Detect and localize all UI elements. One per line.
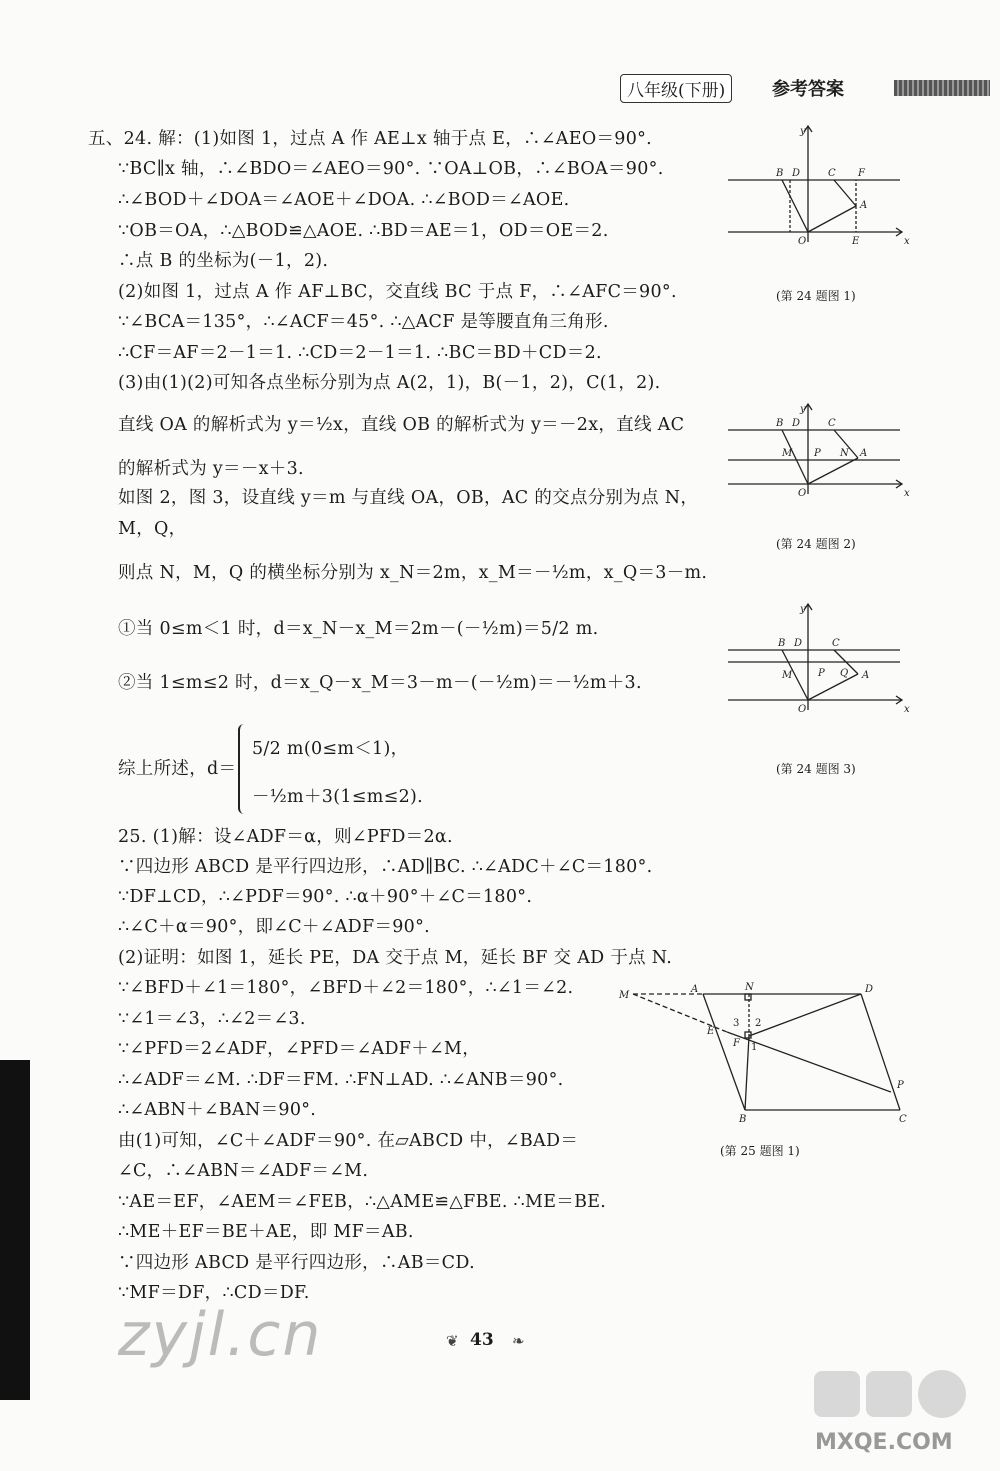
label-a: A: [860, 200, 868, 211]
header-decoration: [894, 80, 990, 96]
label-c: C: [832, 638, 840, 649]
text-line: ∵四边形 ABCD 是平行四边形，∴AD∥BC. ∴∠ADC＋∠C＝180°.: [118, 857, 653, 877]
label-m: M: [782, 670, 793, 681]
label-d: D: [792, 418, 801, 429]
text-line: ∵DF⊥CD，∴∠PDF＝90°. ∴α＋90°＋∠C＝180°.: [118, 887, 533, 907]
text-line: ∴点 B 的坐标为(－1，2).: [118, 251, 329, 271]
text-line: ∴∠ADF＝∠M. ∴DF＝FM. ∴FN⊥AD. ∴∠ANB＝90°.: [118, 1070, 564, 1090]
text-line: 则点 N，M，Q 的横坐标分别为 x_N＝2m，x_M＝－½m，x_Q＝3－m.: [118, 563, 708, 583]
label-y: y: [800, 126, 806, 137]
label-x: x: [904, 236, 910, 247]
text-line: ∵四边形 ABCD 是平行四边形，∴AB＝CD.: [118, 1253, 475, 1273]
text-line: ∵∠PFD＝2∠ADF，∠PFD＝∠ADF＋∠M，: [118, 1039, 481, 1059]
watermark: zyjl.cn: [118, 1300, 323, 1370]
caption-24-2: (第 24 题图 2): [776, 537, 856, 551]
label-a: A: [860, 448, 868, 459]
label-a: A: [862, 670, 870, 681]
label-d: D: [794, 638, 803, 649]
scan-edge: [0, 1060, 30, 1400]
text-line: 直线 OA 的解析式为 y＝½x，直线 OB 的解析式为 y＝－2x，直线 AC: [118, 415, 685, 435]
corner-watermark: MXQE.COM: [815, 1430, 953, 1455]
label-o: O: [798, 488, 807, 499]
text-line: 如图 2，图 3，设直线 y＝m 与直线 OA，OB，AC 的交点分别为点 N，: [118, 488, 699, 508]
text-line: (2)证明：如图 1，延长 PE，DA 交于点 M，延长 BF 交 AD 于点 N.: [118, 948, 673, 968]
label-e: E: [852, 236, 860, 247]
figure-24-2: [722, 400, 922, 500]
label-d: D: [865, 984, 874, 995]
label-b: B: [776, 168, 784, 179]
figure-24-3: [722, 600, 922, 715]
caption-25-1: (第 25 题图 1): [720, 1144, 800, 1158]
text-line: 综上所述，d＝: [118, 759, 237, 779]
text-line: ∵∠BFD＋∠1＝180°，∠BFD＋∠2＝180°，∴∠1＝∠2.: [118, 978, 574, 998]
text-line: ∵∠BCA＝135°，∴∠ACF＝45°. ∴△ACF 是等腰直角三角形.: [118, 312, 609, 332]
label-c: C: [828, 168, 836, 179]
text-line: 的解析式为 y＝－x＋3.: [118, 459, 304, 479]
figure-24-1: [722, 122, 922, 252]
header-title: 参考答案: [772, 79, 844, 100]
text-line: ∵BC∥x 轴，∴∠BDO＝∠AEO＝90°. ∵OA⊥OB，∴∠BOA＝90°.: [118, 159, 664, 179]
text-line: ①当 0≤m＜1 时，d＝x_N－x_M＝2m－(－½m)＝5/2 m.: [118, 619, 599, 639]
text-line: ∵AE＝EF，∠AEM＝∠FEB，∴△AME≌△FBE. ∴ME＝BE.: [118, 1192, 607, 1212]
label-e: E: [707, 1026, 715, 1037]
label-d: D: [792, 168, 801, 179]
label-y: y: [800, 404, 806, 415]
text-line: ∴CF＝AF＝2－1＝1. ∴CD＝2－1＝1. ∴BC＝BD＋CD＝2.: [118, 343, 602, 363]
grade-tag: 八年级(下册): [620, 74, 732, 103]
label-x: x: [904, 704, 910, 715]
label-b: B: [778, 638, 786, 649]
text-line: ②当 1≤m≤2 时，d＝x_Q－x_M＝3－m－(－½m)＝－½m＋3.: [118, 673, 642, 693]
label-3: 3: [733, 1018, 740, 1029]
label-a: A: [691, 984, 699, 995]
label-f: F: [858, 168, 865, 179]
text-line: ∵OB＝OA，∴△BOD≌△AOE. ∴BD＝AE＝1，OD＝OE＝2.: [118, 221, 609, 241]
text-line: ∴∠BOD＋∠DOA＝∠AOE＋∠DOA. ∴∠BOD＝∠AOE.: [118, 190, 570, 210]
text-line: －½m＋3(1≤m≤2).: [252, 787, 423, 807]
page-header: [620, 72, 992, 102]
label-b: B: [739, 1114, 747, 1125]
page-number: 43: [470, 1330, 494, 1350]
text-line: 5/2 m(0≤m＜1)，: [252, 739, 409, 759]
label-q: Q: [840, 668, 849, 679]
label-o: O: [798, 704, 807, 715]
label-2: 2: [755, 1018, 762, 1029]
text-line: ∵∠1＝∠3，∴∠2＝∠3.: [118, 1009, 306, 1029]
text-line: ∵MF＝DF，∴CD＝DF.: [118, 1283, 310, 1303]
leaf-left-icon: ❦: [446, 1332, 459, 1350]
label-p: P: [814, 448, 821, 459]
label-b: B: [776, 418, 784, 429]
label-c: C: [828, 418, 836, 429]
text-line: M，Q，: [118, 519, 187, 539]
label-n: N: [745, 982, 754, 993]
label-y: y: [800, 604, 806, 615]
label-o: O: [798, 236, 807, 247]
label-f: F: [733, 1038, 740, 1049]
figure-25-1: [615, 978, 915, 1128]
text-line: (2)如图 1，过点 A 作 AF⊥BC，交直线 BC 于点 F，∴∠AFC＝90°.: [118, 282, 677, 302]
text-line: ∴ME＋EF＝BE＋AE，即 MF＝AB.: [118, 1222, 414, 1242]
corner-watermark-logo: [810, 1365, 970, 1427]
brace: [238, 724, 248, 814]
text-line: 五、24. 解：(1)如图 1，过点 A 作 AE⊥x 轴于点 E，∴∠AEO＝90°.: [88, 129, 653, 149]
caption-24-1: (第 24 题图 1): [776, 289, 856, 303]
label-n: N: [840, 448, 849, 459]
label-m: M: [619, 990, 630, 1001]
text-line: ∴∠C＋α＝90°，即∠C＋∠ADF＝90°.: [118, 917, 431, 937]
text-line: ∴∠ABN＋∠BAN＝90°.: [118, 1100, 317, 1120]
text-line: 25. (1)解：设∠ADF＝α，则∠PFD＝2α.: [118, 827, 453, 847]
label-x: x: [904, 488, 910, 499]
label-c: C: [899, 1114, 907, 1125]
text-line: (3)由(1)(2)可知各点坐标分别为点 A(2，1)，B(－1，2)，C(1，2).: [118, 373, 661, 393]
text-line: ∠C，∴∠ABN＝∠ADF＝∠M.: [118, 1161, 369, 1181]
label-1: 1: [751, 1042, 758, 1053]
leaf-right-icon: ❧: [512, 1332, 525, 1350]
label-m: M: [782, 448, 793, 459]
label-p: P: [818, 668, 825, 679]
label-p: P: [897, 1080, 904, 1091]
caption-24-3: (第 24 题图 3): [776, 762, 856, 776]
text-line: 由(1)可知，∠C＋∠ADF＝90°. 在▱ABCD 中，∠BAD＝: [118, 1131, 579, 1151]
